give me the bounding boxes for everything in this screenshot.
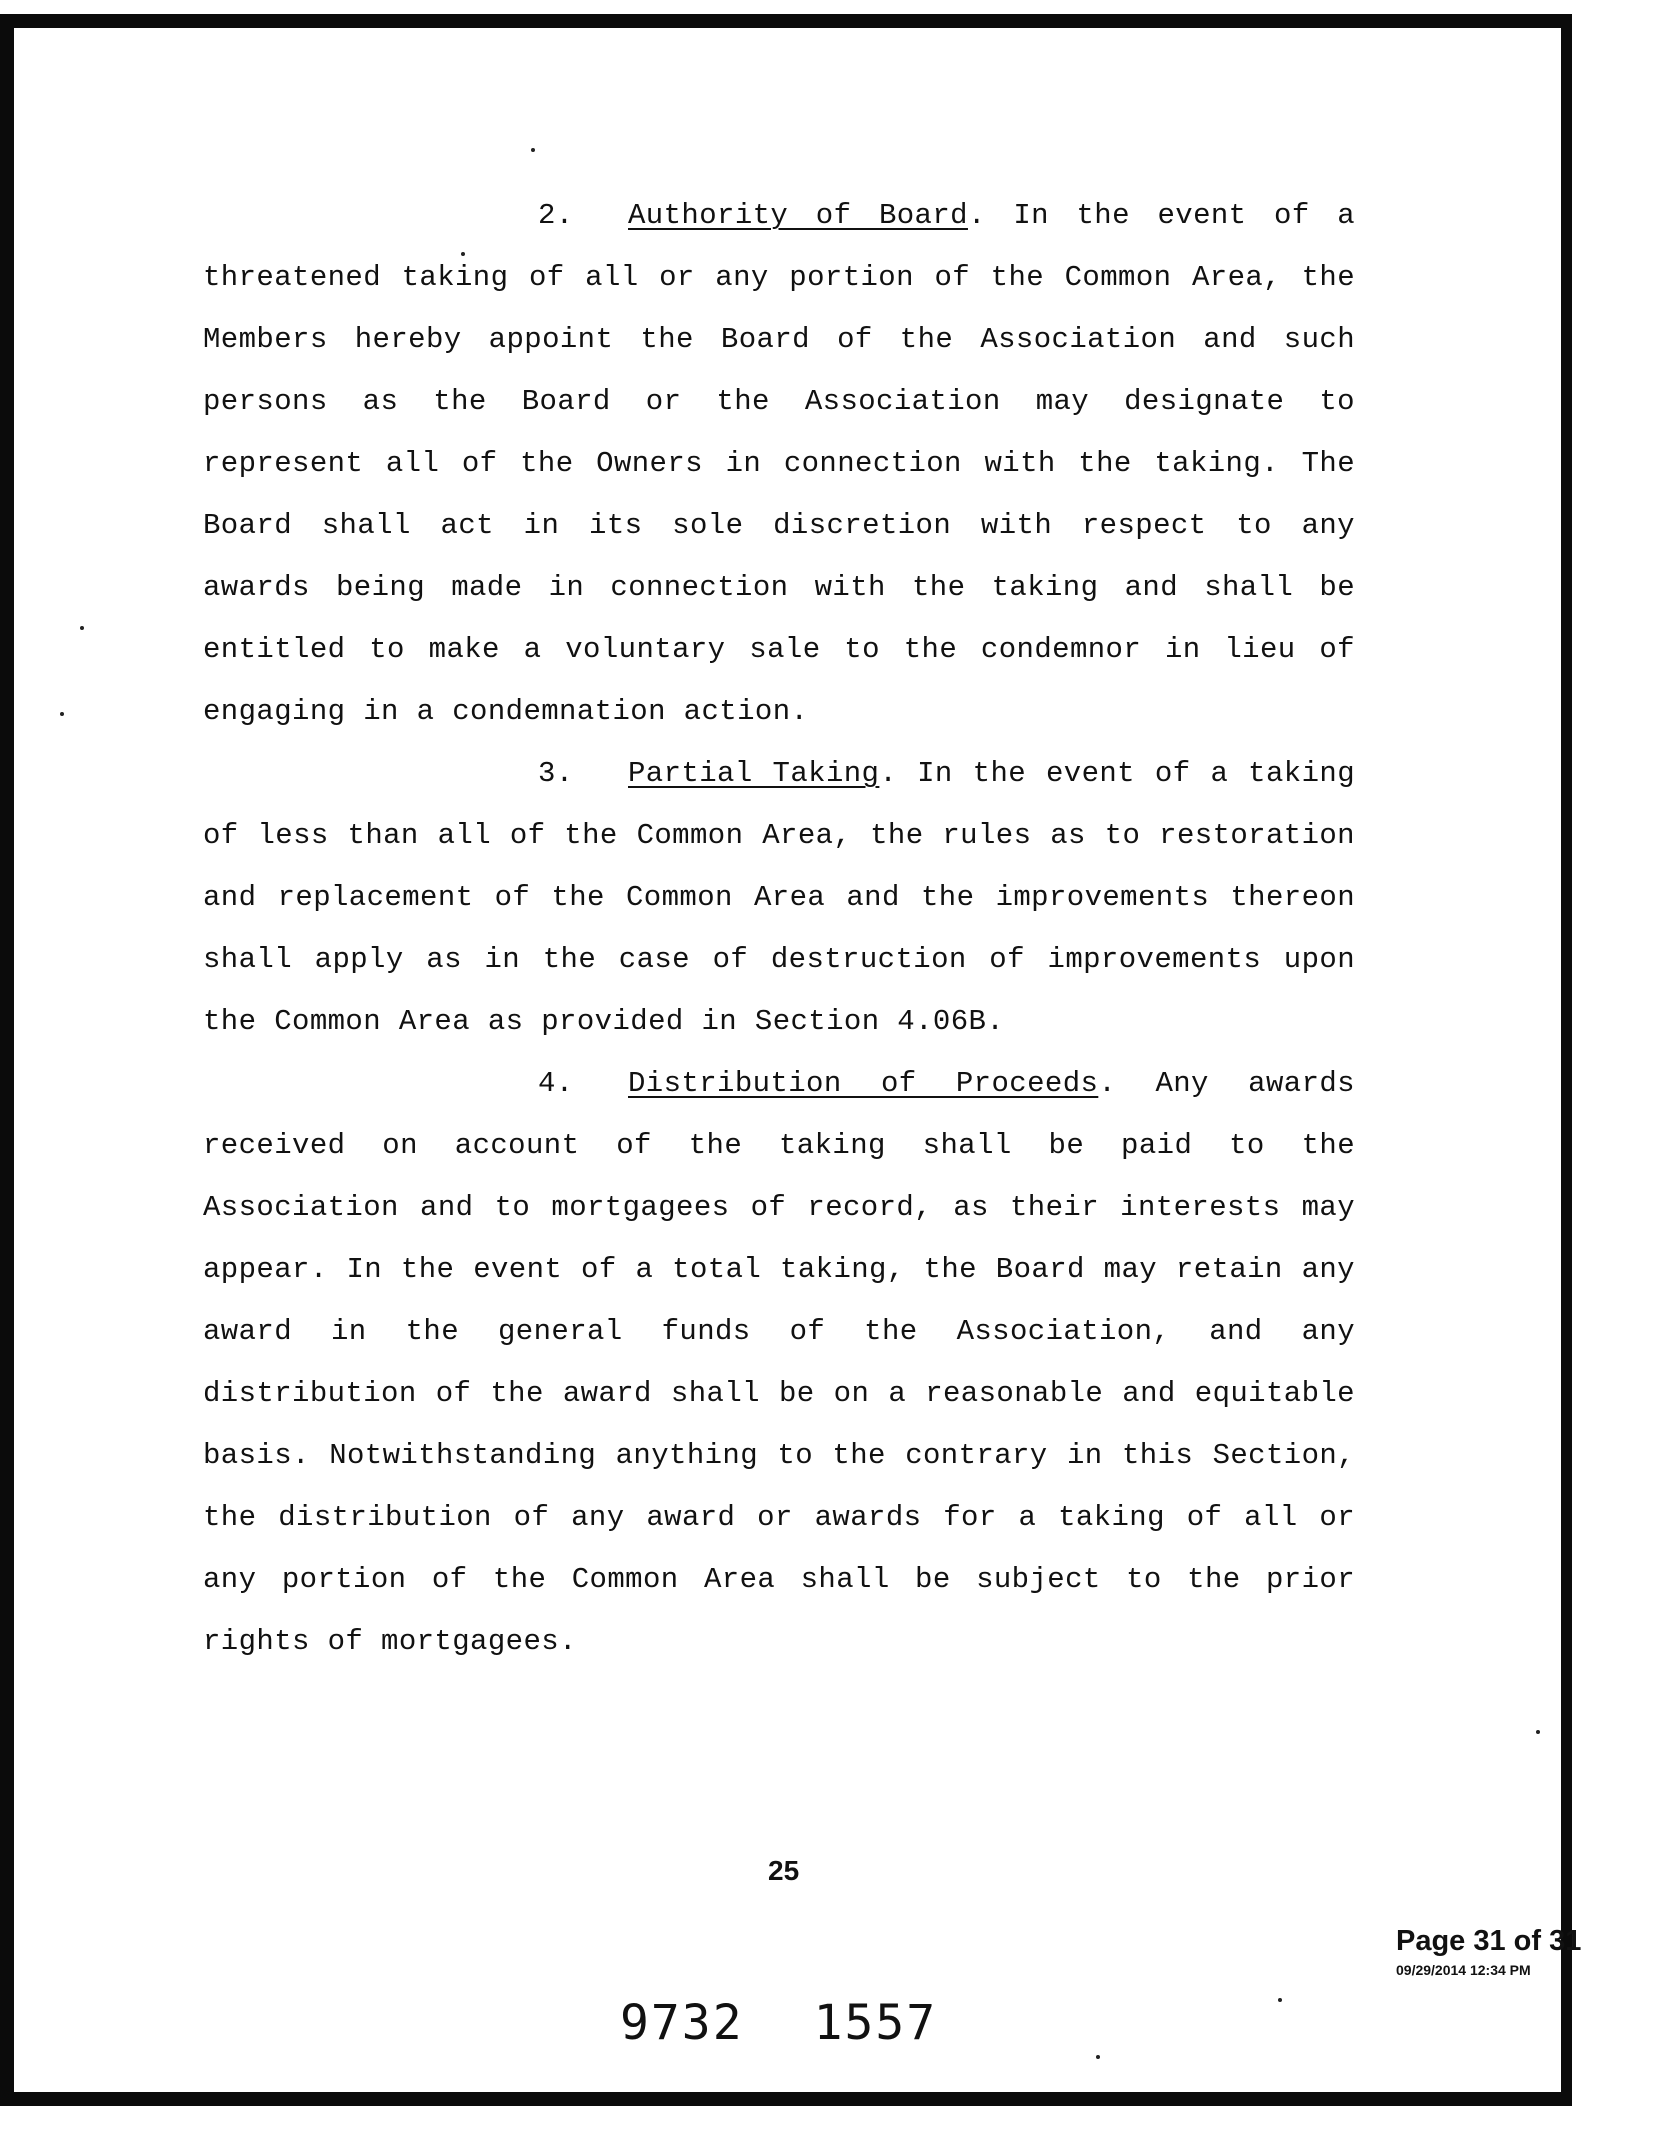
section-partial-taking (203, 743, 1355, 1053)
scan-speck (1096, 2055, 1100, 2059)
section-authority-of-board (203, 185, 1355, 743)
section-text: . In the event of a threatened taking of all or any portion of the Common Area, the Members hereby appoint the Board of the Association and such persons as the Board or the Association may designate to represent all of the Owners in connection with the taking. The Board shall act in its sole discretion with respect to any awards being made in connection with the taking and shall be entitled to make a voluntary sale to the condemnor in lieu of engaging in a condemnation action. (203, 199, 1355, 728)
scan-speck (531, 148, 535, 152)
document-body (203, 185, 1355, 1673)
recording-book: 9732 (620, 1995, 744, 2051)
page-count-stamp: Page 31 of 31 (1396, 1925, 1582, 1957)
scan-speck (60, 712, 64, 716)
section-number: 4. (538, 1067, 574, 1100)
stamp-datetime: 09/29/2014 12:34 PM (1396, 1962, 1531, 1978)
section-heading: Partial Taking (628, 757, 880, 790)
section-heading: Distribution of Proceeds (628, 1067, 1099, 1100)
section-text: . In the event of a taking of less than all of the Common Area, the rules as to restoration and replacement of the Common Area and the improvements thereon shall apply as in the case of destruction of improvements upon the Common Area as provided in Section 4.06B. (203, 757, 1355, 1038)
recording-book-page (620, 1995, 1007, 2051)
scan-speck (1278, 1998, 1282, 2002)
section-number: 3. (538, 757, 574, 790)
scan-speck (80, 626, 84, 630)
section-number: 2. (538, 199, 574, 232)
page-number: 25 (768, 1855, 800, 1886)
section-text: . Any awards received on account of the taking shall be paid to the Association and to mortgagees of record, as their interests may appear. In the event of a total taking, the Board may retain any award in the general funds of the Association, and any distribution of the award shall be on a reasonable and equitable basis. Notwithstanding anything to the contrary in this Section, the distribution of any award or awards for a taking of all or any portion of the Common Area shall be subject to the prior rights of mortgagees. (203, 1067, 1355, 1658)
recording-page: 1557 (813, 1995, 938, 2051)
scan-speck (1536, 1730, 1540, 1734)
section-heading: Authority of Board (628, 199, 968, 232)
section-distribution-of-proceeds (203, 1053, 1355, 1673)
